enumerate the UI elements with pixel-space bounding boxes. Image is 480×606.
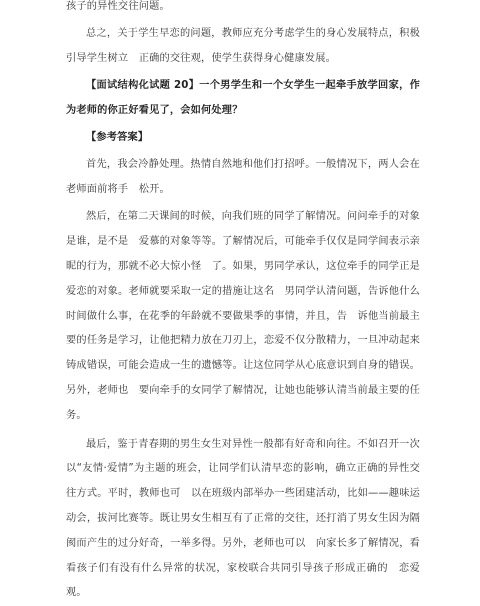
paragraph-then: 然后，在第二天课间的时候，向我们班的同学了解情况。问问牵手的对象是谁，是不是 爱慕的对象等等。了解情况后，可能牵手仅仅是同学间表示亲昵的行为，那就不必大惊小怪 了。如果，男同学承认，这位牵手的同学正是爱恋的对象。老师就要采取一定的措施让这名 男同学认清问题，告诉他什么时间做什么事，在花季的年龄就不要做果季的事情，并且，告 诉他当前最主要的任务是学习，让他把精力放在刀刃上，恋爱不仅分散精力，一旦冲动起来 铸成错误，可能会造成一生的遗憾等。让这位同学从心底意识到自身的错误。另外，老师也 要向牵手的女同学了解情况，让她也能够认清当前最主要的任务。 <box>66 211 431 421</box>
paragraph-prev-end: 孩子的异性交往问题。 <box>66 1 170 12</box>
paragraph-finally: 最后，鉴于青春期的男生女生对异性一般都有好奇和向往。不如召开一次以“友情·爱情”为主题的班会，让同学们认清早恋的影响，确立正确的异性交往方式。平时，教师也可 以在班级内部举办一些团建活动，比如——趣味运动会，拔河比赛等。既让男女生相互有了正常的交往，还打消了男女生因为隔阂而产生的过分好奇，一举多得。另外，老师也可以 向家长多了解情况，看看孩子们有没有什么异常的状况，家校联合共同引导孩子形成正确的 恋爱观。 <box>66 438 420 599</box>
question-title: 【面试结构化试题 20】一个男学生和一个女学生一起牵手放学回家，作为老师的你正好看见了，会如何处理？ <box>66 80 420 117</box>
paragraph-first: 首先，我会冷静处理。热情自然地和他们打招呼。一般情况下，两人会在老师面前将手 松开。 <box>66 158 420 195</box>
answer-heading: 【参考答案】 <box>86 131 149 143</box>
paragraph-summary: 总之，关于学生早恋的问题，教师应充分考虑学生的身心发展特点，积极引导学生树立 正确的交往观，使学生获得身心健康发展。 <box>66 27 420 64</box>
